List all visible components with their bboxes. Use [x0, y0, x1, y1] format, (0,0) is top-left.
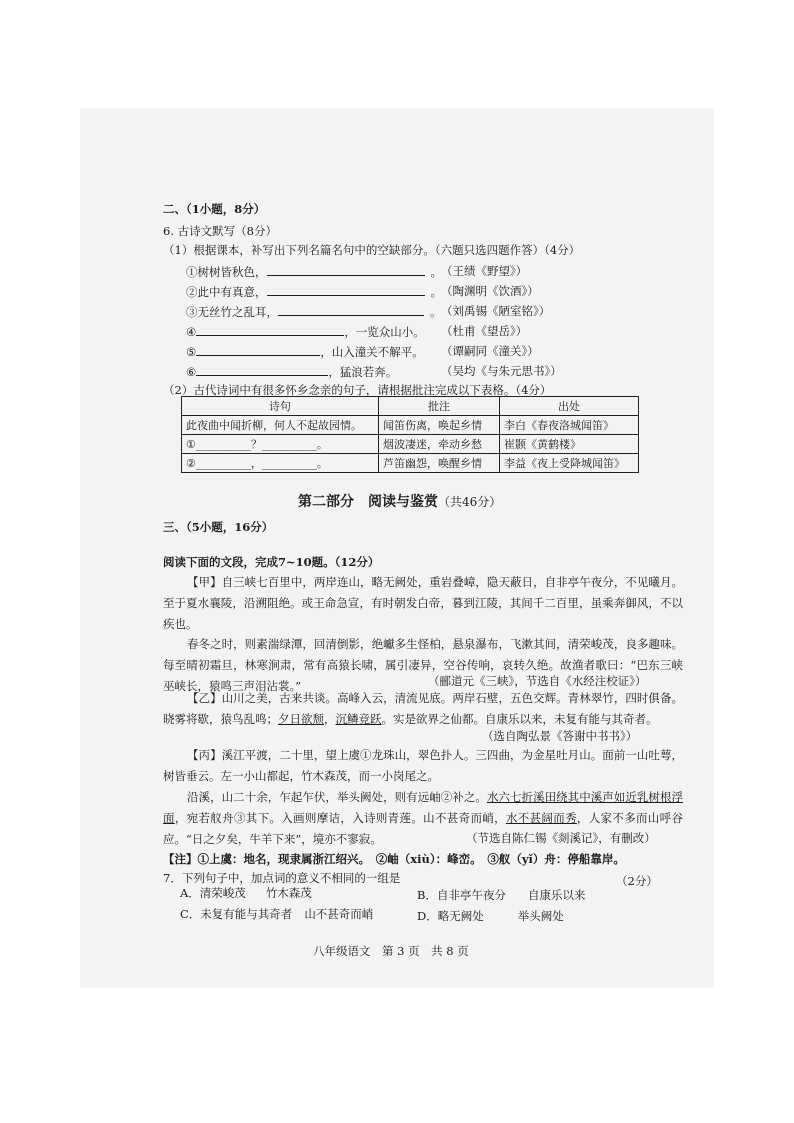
fill-line — [186, 284, 442, 299]
table-header: 批注 — [379, 397, 500, 416]
question-instruction: （2）古代诗词中有很多怀乡念亲的句子，请根据批注完成以下表格。（4分） — [163, 383, 552, 397]
page-footer: 八年级语文 第 3 页 共 8 页 — [313, 944, 469, 958]
poem-table — [181, 396, 639, 473]
line-mid: 。 — [430, 265, 442, 279]
option-pair: 自康乐以来 — [527, 888, 586, 902]
line-mid: 。 — [430, 305, 442, 319]
line-source: （谭嗣同《潼关》） — [441, 344, 539, 358]
option-pair: 竹木森茂 — [265, 886, 312, 900]
option-label: C．未复有能与其奇者 — [180, 907, 293, 921]
fill-line — [186, 324, 425, 339]
option-label: A．清荣峻茂 — [180, 886, 246, 900]
passage-jia: 【甲】自三峡七百里中，两岸连山，略无阙处，重岩叠嶂，隐天蔽日，自非亭午夜分，不见曦月。至于夏水襄陵，沿溯阻绝。或王命急宣，有时朝发白帝，暮到江陵，其间千二百里，虽乘奔御风，不以疾也。 — [163, 575, 683, 631]
table-cell: 此夜曲中闻折柳，何人不起故园情。 — [182, 416, 379, 435]
line-source: （陶渊明《饮酒》） — [441, 284, 539, 298]
section-heading: 三、（5小题，16分） — [163, 520, 274, 534]
part-title — [298, 491, 501, 511]
line-left: ⑥ — [186, 365, 197, 379]
option-d[interactable] — [417, 909, 564, 923]
table-header: 出处 — [500, 397, 639, 416]
answer-blank[interactable] — [278, 304, 424, 316]
passage-source: （选自陶弘景《答谢中书书》） — [482, 729, 638, 743]
question-stem: 7．下列句子中，加点词的意义不相同的一组是 — [163, 871, 401, 885]
question-score: （2分） — [616, 874, 658, 888]
text: 【乙】山川之美，古来共谈。高峰入云，清流见底。两岸石壁，五色交辉。青林翠竹，四时俱备。晓雾将歇，猿鸟乱鸣； — [163, 691, 683, 726]
table-cell: 李白《春夜洛城闻笛》 — [500, 416, 639, 435]
line-mid: ，山入潼关不解平。 — [320, 345, 424, 359]
table-header-row — [182, 397, 639, 416]
line-left: ⑤ — [186, 345, 197, 359]
option-label: D．略无阙处 — [417, 909, 484, 923]
answer-blank[interactable] — [267, 284, 425, 296]
line-mid: 。 — [430, 285, 442, 299]
option-c[interactable] — [180, 907, 373, 921]
line-source: （杜甫《望岳》） — [441, 324, 528, 338]
fill-line — [186, 264, 442, 279]
notes: 【注】①上虞：地名，现隶属浙江绍兴。 ②岫（xiù）：峰峦。 ③舣（yǐ）舟：停船靠岸。 — [163, 852, 625, 866]
table-cell[interactable]: ①__________？__________。 — [182, 435, 379, 454]
option-label: B．自非亭午夜分 — [417, 888, 506, 902]
part-score: （共46分） — [438, 495, 502, 509]
text: ，人家不多而山呼谷应。“日之夕矣，牛羊下来”，境亦不寥寂。 — [163, 811, 684, 846]
table-cell: 烟波凄迷，牵动乡愁 — [379, 435, 500, 454]
underlined-text: 水六七折溪田绕其中溪声如近乳树根浮面 — [163, 790, 684, 825]
option-a[interactable] — [180, 886, 312, 900]
text: 沿溪，山二十余，乍起乍伏，举头阙处，则有远岫②补之。 — [187, 790, 487, 804]
line-source: （刘禹锡《陋室铭》） — [441, 304, 551, 318]
underlined-text: 沉鳞竞跃 — [335, 712, 382, 726]
line-left: ①树树皆秋色， — [186, 265, 267, 279]
reading-intro: 阅读下面的文段，完成7~10题。（12分） — [163, 555, 380, 569]
table-cell: 崔颢《黄鹤楼》 — [500, 435, 639, 454]
table-row — [182, 454, 639, 473]
question-instruction: （1）根据课本，补写出下列名篇名句中的空缺部分。（六题只选四题作答）（4分） — [163, 243, 581, 257]
answer-blank[interactable] — [196, 364, 328, 376]
line-mid: ，一览众山小。 — [344, 325, 425, 339]
fill-line — [186, 344, 424, 359]
passage-source: （郦道元《三峡》，节选自《水经注校证》） — [428, 674, 647, 688]
text: ， — [324, 712, 336, 726]
line-source: （吴均《与朱元思书》） — [441, 364, 562, 378]
line-left: ③无丝竹之乱耳， — [186, 305, 278, 319]
answer-blank[interactable] — [267, 264, 425, 276]
table-row — [182, 416, 639, 435]
part-title-text: 第二部分 阅读与鉴赏 — [298, 494, 438, 510]
table-cell: 李益《夜上受降城闻笛》 — [500, 454, 639, 473]
section-heading: 二、（1小题，8分） — [163, 202, 266, 216]
line-left: ②此中有真意， — [186, 285, 267, 299]
passage-source: （节选自陈仁锡《剡溪记》，有删改） — [466, 831, 656, 845]
table-header: 诗句 — [182, 397, 379, 416]
option-pair: 举头阙处 — [517, 909, 564, 923]
answer-blank[interactable] — [196, 344, 320, 356]
line-left: ④ — [186, 325, 197, 339]
passage-yi — [163, 688, 683, 730]
answer-blank[interactable] — [196, 324, 344, 336]
passage-jia-2: 春冬之时，则素湍绿潭，回清倒影，绝巘多生怪柏，悬泉瀑布，飞漱其间，清荣峻茂，良多趣味。每至晴初霜旦，林寒涧肃，常有高猿长啸，属引凄异，空谷传响，哀转久绝。故渔者歌曰：“巴东三峡巫峡长，猿鸣三声泪沾裳。” — [163, 637, 683, 693]
table-cell: 芦笛幽怨，唤醒乡情 — [379, 454, 500, 473]
underlined-text: 夕日欲颓 — [278, 712, 324, 726]
question-title: 6. 古诗文默写（8分） — [163, 224, 277, 238]
line-source: （王绩《野望》） — [441, 264, 528, 278]
text: 。实是欲界之仙都。自康乐以来，未复有能与其奇者。 — [381, 712, 658, 726]
table-cell[interactable]: ②__________，__________。 — [182, 454, 379, 473]
option-pair: 山不甚奇而峭 — [304, 907, 374, 921]
option-b[interactable] — [417, 888, 585, 902]
line-mid: ，猛浪若奔。 — [328, 365, 398, 379]
text: ，宛若舣舟③其下。入画则摩诘，入诗则青莲。山不甚奇而峭， — [174, 811, 506, 825]
underlined-text: 水不甚阔而秀 — [505, 811, 577, 825]
table-row — [182, 435, 639, 454]
fill-line — [186, 304, 442, 319]
fill-line — [186, 364, 397, 379]
table-cell: 闻笛伤离，唤起乡情 — [379, 416, 500, 435]
passage-bing: 【丙】溪江平渡，二十里，望上虞①龙珠山，翠色扑人。三四曲，为金星吐月山。面前一山吐萼，树皆垂云。左一小山都起，竹木森茂，而一小岗尾之。 — [163, 748, 683, 783]
